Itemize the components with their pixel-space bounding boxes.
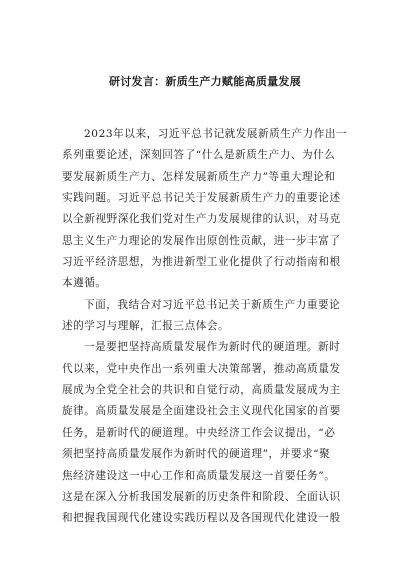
body-line: 2023年以来，习近平总书记就发展新质生产力作出一 — [84, 128, 348, 140]
document-title: 研讨发言：新质生产力赋能高质量发展 — [108, 75, 302, 88]
body-line: 实践问题。习近平总书记关于发展新质生产力的重要论述 — [62, 192, 341, 205]
body-line: 旋律。高质量发展是全面建设社会主义现代化国家的首要 — [62, 405, 341, 418]
body-line: 本遵循。 — [62, 277, 107, 290]
body-line: 要发展新质生产力、怎样发展新质生产力”等重大理论和 — [62, 170, 336, 183]
body-line: 述的学习与理解，汇报三点体会。 — [62, 320, 230, 333]
body-line: 须把坚持高质量发展作为新时代的硬道理”，并要求“聚 — [62, 448, 331, 461]
body-line: 以全新视野深化我们党对生产力发展规律的认识，对马克 — [62, 213, 341, 226]
body-line: 和把握我国现代化建设实践历程以及各国现代化建设一般 — [62, 512, 341, 525]
body-line: 代以来，党中央作出一系列重大决策部署，推动高质量发 — [62, 362, 341, 375]
body-line: 思主义生产力理论的发展作出原创性贡献，进一步丰富了 — [62, 234, 341, 247]
body-line: 下面，我结合对习近平总书记关于新质生产力重要论 — [84, 298, 341, 311]
body-line: 系列重要论述，深刻回答了“什么是新质生产力、为什么 — [62, 149, 336, 162]
body-line: 展成为全党全社会的共识和自觉行动，高质量发展成为主 — [62, 384, 341, 397]
body-line: 焦经济建设这一中心工作和高质量发展这一首要任务”。 — [62, 469, 336, 482]
body-line: 这是在深入分析我国发展新的历史条件和阶段、全面认识 — [62, 490, 341, 503]
document-body — [62, 124, 352, 530]
body-line: 任务，是新时代的硬道理。中央经济工作会议提出，“必 — [62, 426, 336, 439]
body-line: 一是要把坚持高质量发展作为新时代的硬道理。新时 — [84, 341, 341, 354]
body-line: 习近平经济思想，为推进新型工业化提供了行动指南和根 — [62, 256, 341, 269]
